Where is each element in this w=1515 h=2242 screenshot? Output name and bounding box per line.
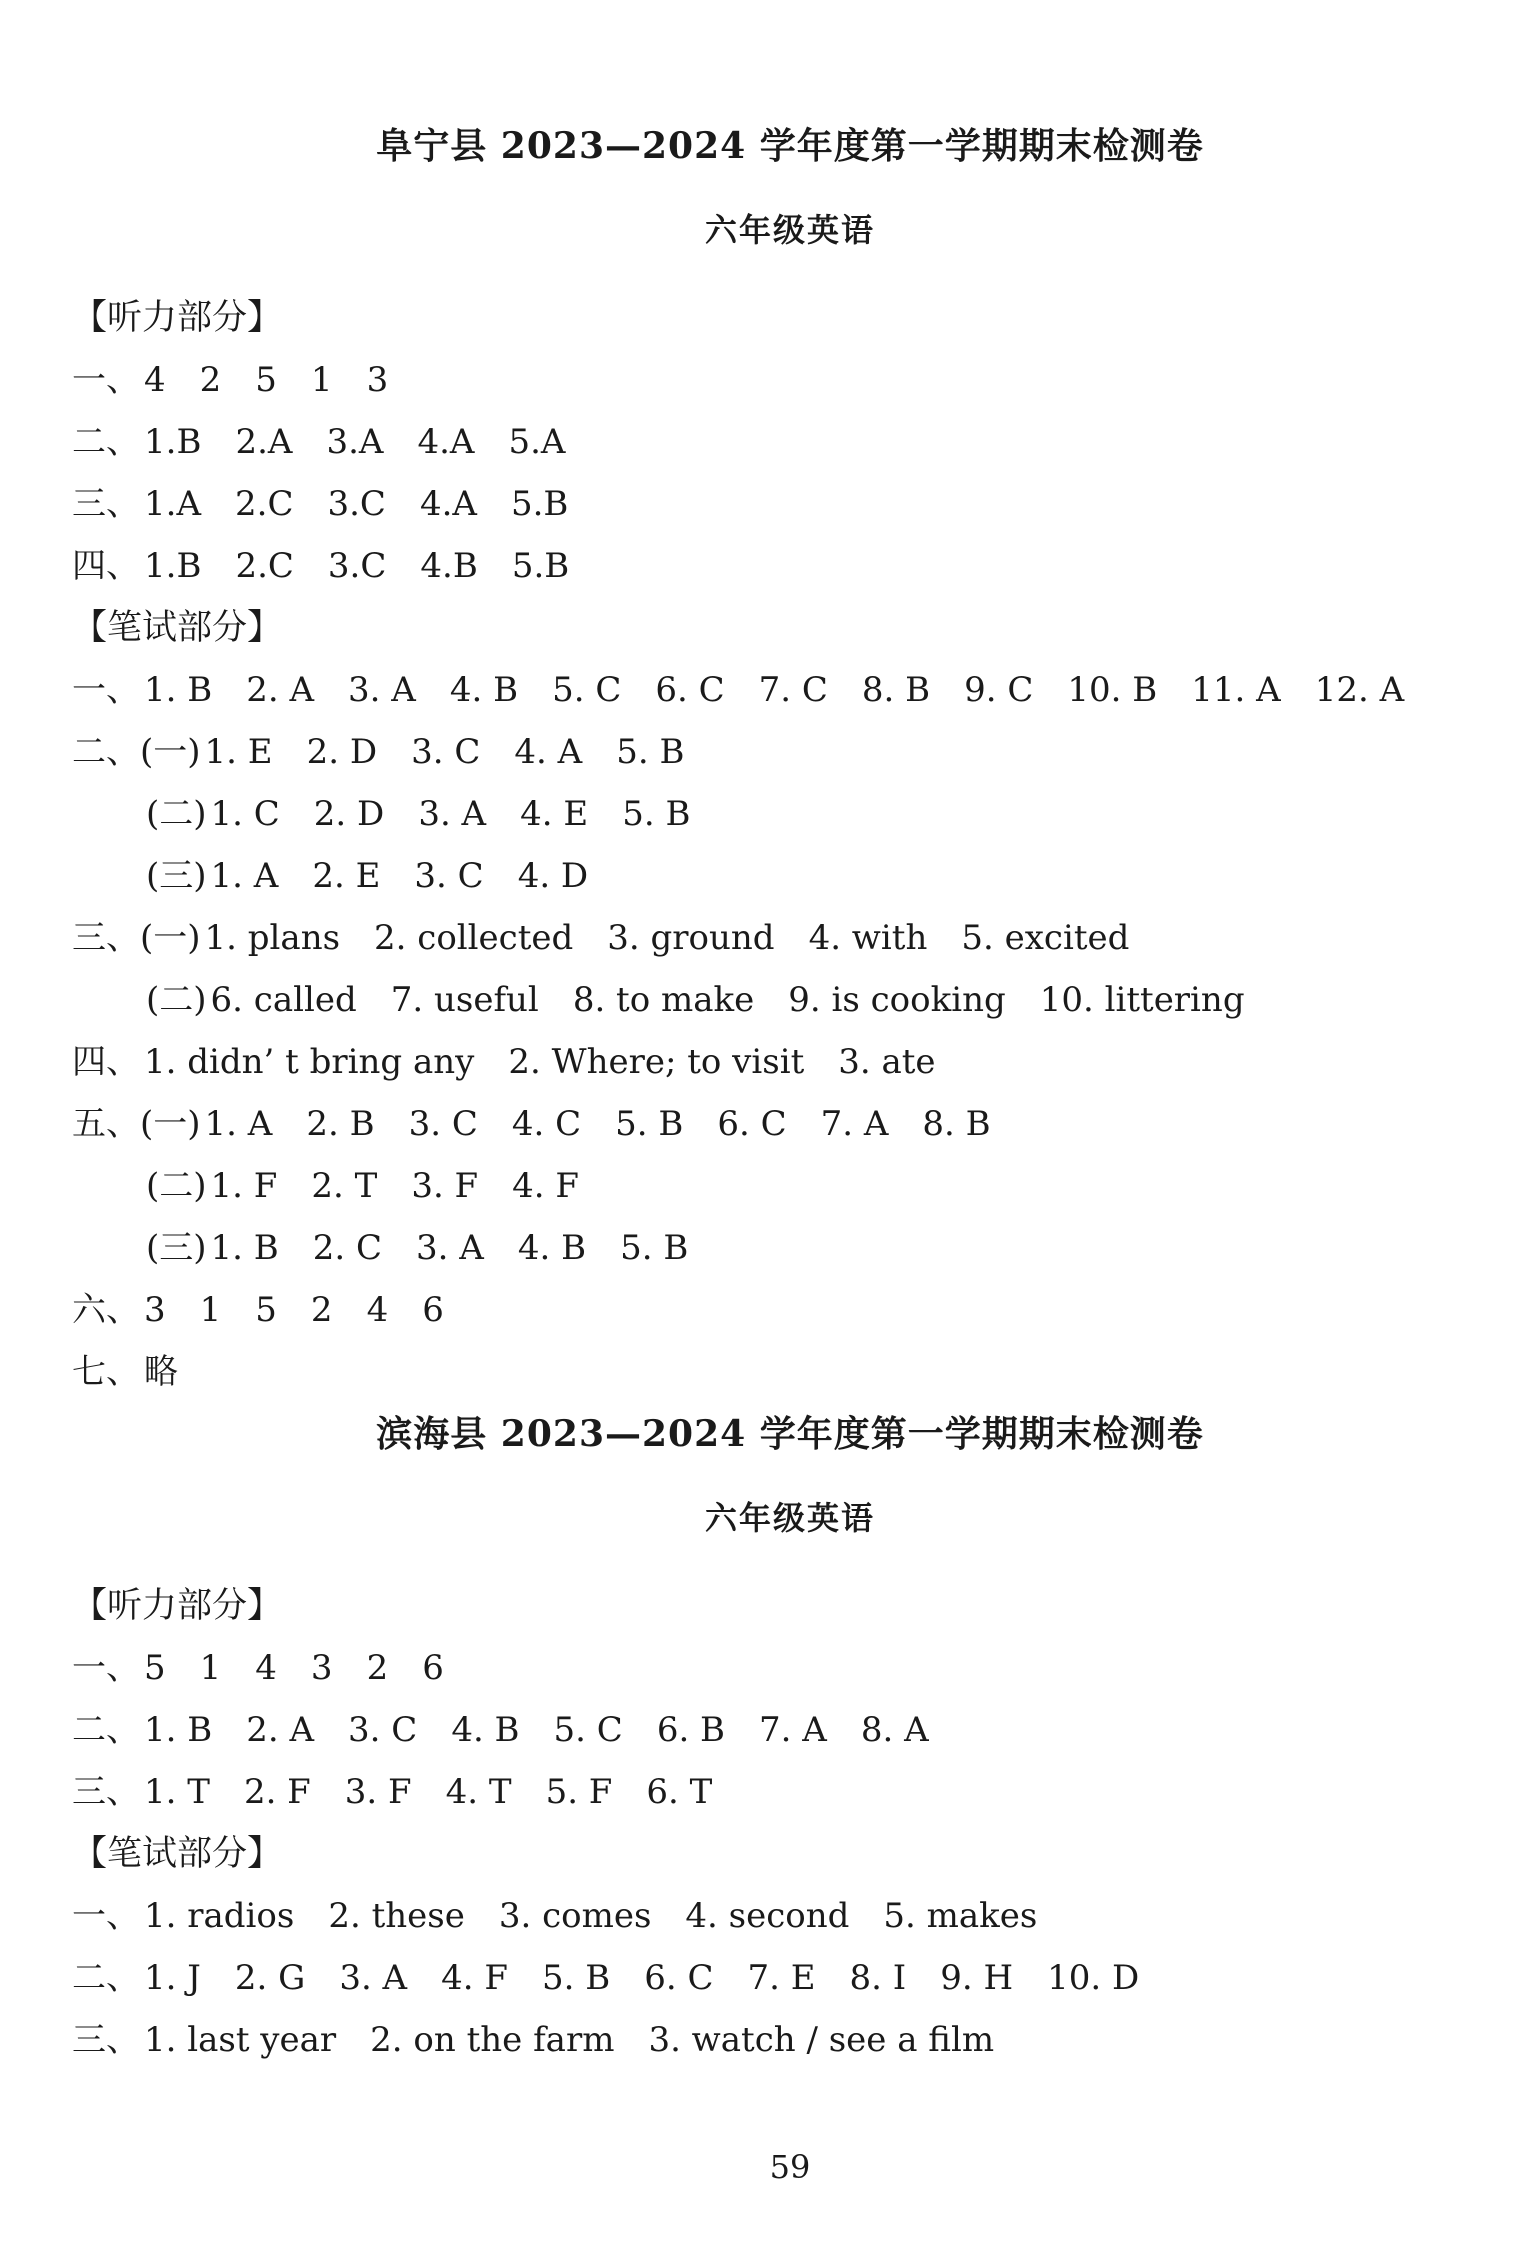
answer: 6. B [656, 1710, 726, 1750]
answer: 3. C [414, 856, 484, 896]
answer: 5.B [510, 484, 569, 524]
answer: 3. C [348, 1710, 418, 1750]
row-label: 一、 [72, 360, 140, 400]
answer: 4. D [517, 856, 589, 896]
answer: 3 [310, 1648, 333, 1688]
answer: 略 [144, 1352, 178, 1392]
answer: 1.A [144, 484, 201, 524]
answer: 5. F [545, 1772, 613, 1812]
answer: 9. is cooking [788, 980, 1006, 1020]
row-label: (二) [146, 1166, 207, 1206]
answer: 5. B [622, 794, 691, 834]
answer-row [72, 1640, 478, 1689]
answer-row [72, 414, 599, 463]
answer: 3.C [327, 546, 387, 586]
answer: 1 [310, 360, 333, 400]
answer: 4. F [512, 1166, 579, 1206]
answer: 6. C [655, 670, 725, 710]
answer: 1. E [204, 732, 273, 772]
answer: 5. excited [961, 918, 1130, 958]
answer: 3. C [411, 732, 481, 772]
answer: 4. B [449, 670, 519, 710]
answer-row [72, 1282, 478, 1331]
answer: 4. C [511, 1104, 582, 1144]
answer: 3. comes [498, 1896, 652, 1936]
answer: 10. B [1067, 670, 1158, 710]
section-2-title: 滨海县 2023—2024 学年度第一学期期末检测卷 [376, 1413, 1204, 1455]
row-label: 一、 [72, 1648, 140, 1688]
answer: 9. H [940, 1958, 1014, 1998]
answer: 3. A [416, 1228, 484, 1268]
answer: 2. F [243, 1772, 311, 1812]
answer: 6. C [717, 1104, 787, 1144]
answer: 8. to make [572, 980, 755, 1020]
answer: 1. A [204, 1104, 273, 1144]
answer: 2.C [235, 484, 294, 524]
answer: 4. B [451, 1710, 520, 1750]
answer: 2. these [328, 1896, 465, 1936]
answer: 2. A [246, 1710, 315, 1750]
answer-row [72, 2012, 1028, 2061]
answer: 4. with [808, 918, 928, 958]
row-label: 六、 [72, 1290, 140, 1330]
answer: 4.A [417, 422, 475, 462]
answer-row [146, 972, 1279, 1021]
answer: 4.A [419, 484, 477, 524]
answer: 3. A [339, 1958, 408, 1998]
answer: 3. C [408, 1104, 478, 1144]
answer: 2. collected [374, 918, 574, 958]
answer: 2. T [311, 1166, 378, 1206]
answer-row [146, 1220, 722, 1269]
answer: 1.B [144, 546, 202, 586]
answer: 5. B [615, 1104, 684, 1144]
answer: 10. D [1047, 1958, 1140, 1998]
answer: 2. on the farm [370, 2020, 615, 2060]
section-2-listening-heading: 【听力部分】 [72, 1586, 283, 1626]
answer-row [146, 848, 622, 897]
answer-row [72, 538, 603, 587]
answer-row [146, 1158, 613, 1207]
row-label: 四、 [72, 546, 140, 586]
section-1-subtitle: 六年级英语 [704, 211, 875, 249]
answer: 3. watch / see a film [648, 2020, 995, 2060]
answer: 1. radios [144, 1896, 295, 1936]
answer-row [72, 910, 1163, 959]
answer: 3. ate [838, 1042, 936, 1082]
answer: 5. B [620, 1228, 689, 1268]
row-label: (二) [146, 794, 207, 834]
row-label: 二、(一) [72, 732, 201, 772]
answer: 3. A [348, 670, 416, 710]
answer: 6. C [644, 1958, 714, 1998]
answer: 2.C [235, 546, 294, 586]
answer: 3. ground [607, 918, 775, 958]
answer: 2. D [313, 794, 385, 834]
answer-row [72, 662, 1438, 711]
answer: 2. C [312, 1228, 383, 1268]
section-2-subtitle: 六年级英语 [704, 1499, 875, 1537]
section-1-title: 阜宁县 2023—2024 学年度第一学期期末检测卷 [376, 125, 1204, 167]
answer: 3.A [326, 422, 384, 462]
answer: 2. Where; to visit [508, 1042, 805, 1082]
answer: 5. C [552, 670, 622, 710]
answer: 1 [199, 1648, 222, 1688]
answer: 8. A [860, 1710, 929, 1750]
answer: 1. C [210, 794, 280, 834]
answer: 4. second [685, 1896, 850, 1936]
answer-row [72, 1764, 746, 1813]
answer: 8. B [922, 1104, 991, 1144]
answer: 6 [422, 1290, 444, 1330]
answer-row [72, 1096, 1025, 1145]
answer: 3. F [411, 1166, 479, 1206]
row-label: 一、 [72, 1896, 140, 1936]
answer: 1. B [210, 1228, 279, 1268]
answer: 5. makes [883, 1896, 1038, 1936]
answer: 1. A [210, 856, 279, 896]
answer: 1. F [210, 1166, 278, 1206]
row-label: 三、(一) [72, 918, 201, 958]
row-label: 一、 [72, 670, 140, 710]
page-number: 59 [769, 2148, 811, 2186]
row-label: 七、 [72, 1352, 140, 1392]
section-2-written-heading: 【笔试部分】 [72, 1834, 283, 1874]
answer: 4. F [441, 1958, 508, 1998]
answer-row [72, 352, 422, 401]
row-label: 三、 [72, 2020, 140, 2060]
answer: 10. littering [1039, 980, 1245, 1020]
answer: 2. D [306, 732, 378, 772]
answer-row [146, 786, 724, 835]
answer: 8. B [861, 670, 931, 710]
answer: 3. F [344, 1772, 412, 1812]
answer: 5 [255, 360, 277, 400]
answer: 5.A [508, 422, 566, 462]
answer: 2. E [312, 856, 381, 896]
answer: 4. E [520, 794, 589, 834]
row-label: (三) [146, 1228, 207, 1268]
answer-row [72, 1034, 970, 1083]
answer: 1. plans [204, 918, 341, 958]
answer: 2. A [246, 670, 315, 710]
answer: 5. B [616, 732, 685, 772]
answer: 9. C [964, 670, 1034, 710]
row-label: 三、 [72, 484, 140, 524]
answer: 3.C [327, 484, 386, 524]
answer: 7. useful [390, 980, 539, 1020]
answer: 4 [144, 360, 166, 400]
row-label: 二、 [72, 1710, 140, 1750]
answer: 2 [366, 1648, 389, 1688]
answer: 12. A [1314, 670, 1405, 710]
answer: 2 [310, 1290, 333, 1330]
row-label: 五、(一) [72, 1104, 201, 1144]
row-label: (三) [146, 856, 207, 896]
answer: 5.B [511, 546, 570, 586]
answer: 1. B [144, 1710, 213, 1750]
answer: 5 [255, 1290, 277, 1330]
answer: 3 [366, 360, 389, 400]
answer: 7. C [758, 670, 828, 710]
answer: 4 [255, 1648, 277, 1688]
answer: 1. didn’ t bring any [144, 1042, 475, 1082]
answer: 1. T [144, 1772, 210, 1812]
answer-row [72, 1950, 1173, 1999]
answer: 1. B [144, 670, 213, 710]
row-label: 二、 [72, 422, 140, 462]
answer: 3 [144, 1290, 166, 1330]
answer: 4. T [445, 1772, 512, 1812]
answer: 1.B [144, 422, 202, 462]
answer: 4.B [420, 546, 478, 586]
answer-row [72, 1344, 212, 1393]
answer-row [72, 476, 602, 525]
answer-row [72, 1888, 1071, 1937]
row-label: 二、 [72, 1958, 140, 1998]
answer: 2. B [306, 1104, 375, 1144]
row-label: 三、 [72, 1772, 140, 1812]
row-label: 四、 [72, 1042, 140, 1082]
answer: 6 [422, 1648, 444, 1688]
answer: 2. G [234, 1958, 306, 1998]
section-1-written-heading: 【笔试部分】 [72, 608, 283, 648]
answer: 7. E [747, 1958, 816, 1998]
answer: 4. B [517, 1228, 587, 1268]
answer: 7. A [759, 1710, 827, 1750]
answer: 4 [366, 1290, 389, 1330]
section-1-listening-heading: 【听力部分】 [72, 298, 283, 338]
answer: 11. A [1191, 670, 1281, 710]
answer: 6. called [210, 980, 357, 1020]
answer-row [72, 724, 718, 773]
answer: 3. A [418, 794, 487, 834]
answer: 1. last year [144, 2020, 337, 2060]
answer: 2 [199, 360, 222, 400]
answer: 6. T [646, 1772, 713, 1812]
answer: 7. A [820, 1104, 889, 1144]
row-label: (二) [146, 980, 207, 1020]
answer: 5. B [541, 1958, 611, 1998]
answer: 1. J [144, 1958, 201, 1998]
answer: 1 [199, 1290, 222, 1330]
answer: 5 [144, 1648, 166, 1688]
answer: 4. A [514, 732, 583, 772]
answer: 5. C [553, 1710, 623, 1750]
answer: 8. I [849, 1958, 907, 1998]
answer: 2.A [235, 422, 293, 462]
answer-row [72, 1702, 963, 1751]
